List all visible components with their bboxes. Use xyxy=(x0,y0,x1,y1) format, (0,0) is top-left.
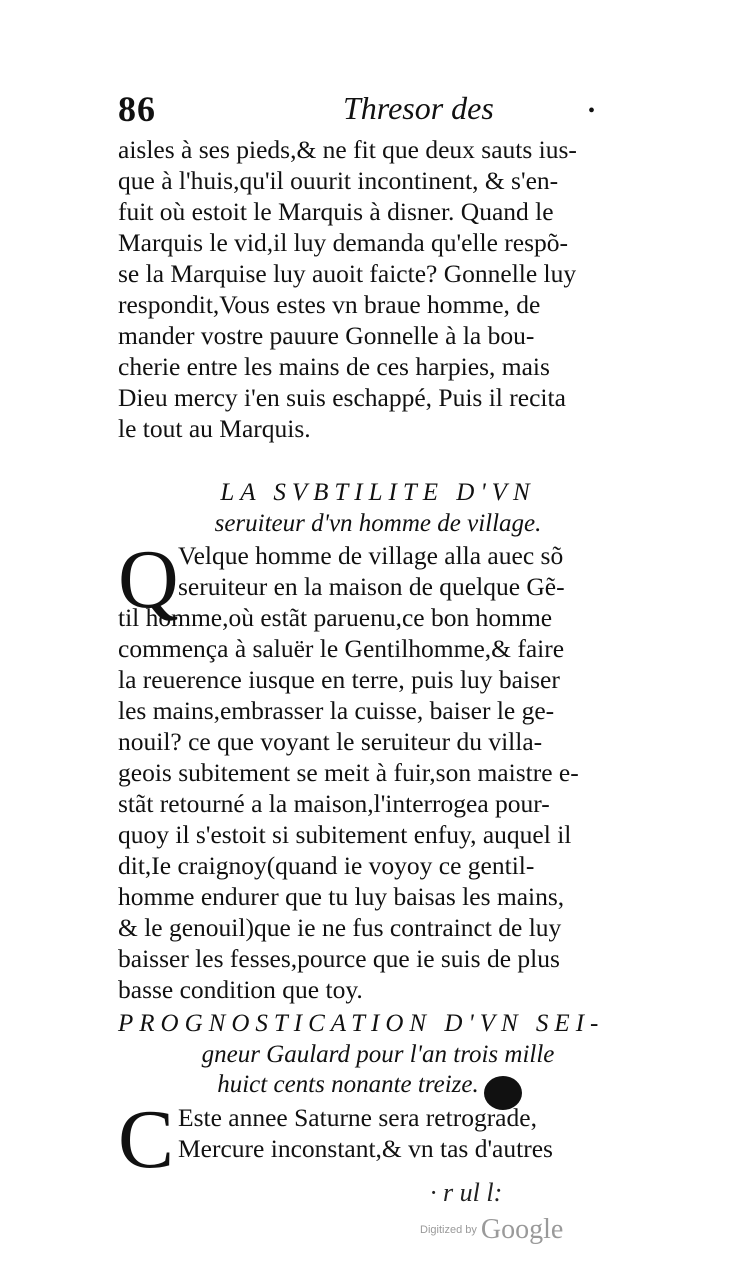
text-line: til homme,où estãt paruenu,ce bon homme xyxy=(118,603,553,632)
text-line: dit,Ie craignoy(quand ie voyoy ce gentil- xyxy=(118,851,535,880)
text-line: Dieu mercy i'en suis eschappé, Puis il recita xyxy=(118,383,566,412)
paragraph-2 xyxy=(118,533,638,1005)
paragraph-3 xyxy=(118,1102,638,1164)
running-title: Thresor des xyxy=(343,90,494,126)
text-line: cherie entre les mains de ces harpies, mais xyxy=(118,352,550,381)
text-line: respondit,Vous estes vn braue homme, de xyxy=(118,290,541,319)
drop-cap: Q xyxy=(118,533,179,626)
text-line: les mains,embrasser la cuisse, baiser le ge- xyxy=(118,696,555,725)
text-line: mander vostre pauure Gonnelle à la bou- xyxy=(118,321,535,350)
page-header xyxy=(118,88,638,132)
text-line: nouil? ce que voyant le seruiteur du villa- xyxy=(118,727,543,756)
text-line: stãt retourné a la maison,l'interrogea pour- xyxy=(118,789,550,818)
text-line: que à l'huis,qu'il ouurit incontinent, & s'en- xyxy=(118,166,559,195)
text-line: basse condition que toy. xyxy=(118,975,363,1004)
handwritten-note: · r ul l: xyxy=(430,1178,503,1207)
text-line: se la Marquise luy auoit faicte? Gonnelle luy xyxy=(118,259,577,288)
section-heading-2 xyxy=(118,1008,638,1100)
heading-italic: huict cents nonante treize. xyxy=(217,1071,479,1098)
google-watermark xyxy=(420,1214,563,1246)
watermark-small: Digitized by xyxy=(420,1224,477,1236)
text-line: quoy il s'estoit si subitement enfuy, auquel il xyxy=(118,820,572,849)
text-line: Este annee Saturne sera retrograde, xyxy=(178,1103,537,1132)
text-line: Velque homme de village alla auec sõ xyxy=(178,541,564,570)
text-line: Mercure inconstant,& vn tas d'autres xyxy=(178,1134,553,1163)
watermark-logo: Google xyxy=(480,1214,564,1245)
paragraph-1 xyxy=(118,134,638,444)
section-heading-1 xyxy=(118,477,638,539)
text-line: & le genouil)que ie ne fus contrainct de luy xyxy=(118,913,562,942)
text-line: seruiteur en la maison de quelque Gẽ- xyxy=(178,572,565,601)
drop-cap: C xyxy=(118,1093,175,1186)
text-line: commença à saluër le Gentilhomme,& faire xyxy=(118,634,565,663)
heading-caps: PROGNOSTICATION D'VN SEI- xyxy=(118,1010,605,1037)
text-line: homme endurer que tu luy baisas les mains, xyxy=(118,882,565,911)
text-line: geois subitement se meit à fuir,son maistre e- xyxy=(118,758,579,787)
text-line: le tout au Marquis. xyxy=(118,414,311,443)
text-line: Marquis le vid,il luy demanda qu'elle respõ- xyxy=(118,228,569,257)
header-mark: • xyxy=(588,100,596,122)
heading-italic: gneur Gaulard pour l'an trois mille xyxy=(201,1041,555,1068)
text-line: baisser les fesses,pource que ie suis de plus xyxy=(118,944,560,973)
text-line: fuit où estoit le Marquis à disner. Quand le xyxy=(118,197,554,226)
text-line: la reuerence iusque en terre, puis luy baiser xyxy=(118,665,560,694)
text-line: aisles à ses pieds,& ne fit que deux sauts ius- xyxy=(118,135,577,164)
heading-caps: LA SVBTILITE D'VN xyxy=(220,479,536,506)
page-number: 86 xyxy=(118,89,156,129)
heading-italic: seruiteur d'vn homme de village. xyxy=(214,510,542,537)
